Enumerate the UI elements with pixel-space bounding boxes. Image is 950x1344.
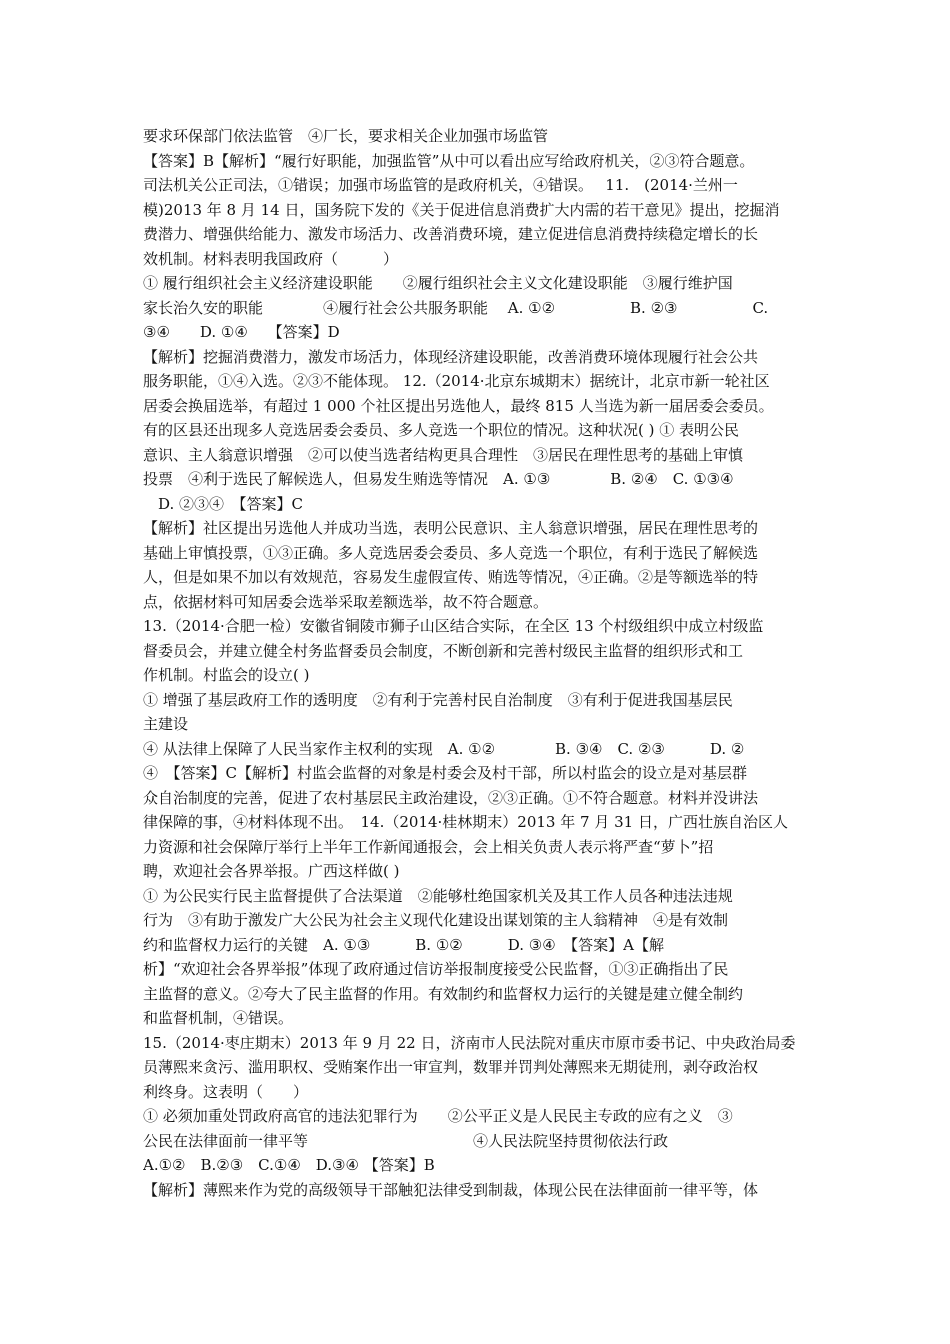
text-line: 和监督机制，④错误。 (143, 1009, 294, 1027)
text-line: 15.（2014·枣庄期末）2013 年 9 月 22 日，济南市人民法院对重庆市原市委书记、中央政治局委 (143, 1033, 796, 1052)
text-line: 服务职能，①④入选。②③不能体现。 12.（2014·北京东城期末）据统计，北京市新一轮社区 (143, 372, 770, 390)
text-line: 人，但是如果不加以有效规范，容易发生虚假宣传、贿选等情况，④正确。②是等额选举的特 (143, 568, 759, 586)
text-line: A.①② B.②③ C.①④ D.③④ 【答案】B (143, 1156, 435, 1174)
text-line: 【解析】挖掘消费潜力，激发市场活力，体现经济建设职能，改善消费环境体现履行社会公共 (143, 347, 759, 366)
text-line: 约和监督权力运行的关键 A. ①③ B. ①② D. ③④ 【答案】A【解 (143, 935, 664, 954)
text-line: 【解析】薄熙来作为党的高级领导干部触犯法律受到制裁，体现公民在法律面前一律平等，体 (143, 1180, 759, 1199)
text-line: ④ 从法律上保障了人民当家作主权利的实现 A. ①② B. ③④ C. ②③ D. ② (143, 739, 745, 758)
text-line: 费潜力、增强供给能力、激发市场活力、改善消费环境，建立促进信息消费持续稳定增长的长 (143, 225, 759, 243)
text-line: 【答案】B【解析】“履行好职能，加强监管”从中可以看出应写给政府机关，②③符合题意。 (143, 151, 755, 170)
text-line: 效机制。材料表明我国政府（ ） (143, 249, 399, 268)
text-line: 居委会换届选举，有超过 1 000 个社区提出另选他人，最终 815 人当选为新一届居委会委员。 (143, 396, 774, 415)
text-line: ① 必须加重处罚政府高官的违法犯罪行为 ②公平正义是人民民主专政的应有之义 ③ (143, 1107, 733, 1125)
text-line: 聘，欢迎社会各界举报。广西这样做( ) (143, 862, 400, 880)
text-line: 员薄熙来贪污、滥用职权、受贿案作出一审宣判，数罪并罚判处薄熙来无期徒刑，剥夺政治权 (143, 1058, 759, 1076)
text-line: ① 为公民实行民主监督提供了合法渠道 ②能够杜绝国家机关及其工作人员各种违法违规 (143, 886, 733, 905)
text-line: 利终身。这表明（ ） (143, 1082, 309, 1101)
text-line: 要求环保部门依法监管 ④厂长，要求相关企业加强市场监管 (143, 127, 549, 145)
text-line: ④ 【答案】C【解析】村监会监督的对象是村委会及村干部，所以村监会的设立是对基层群 (143, 764, 747, 782)
text-line: 家长治久安的职能 ④履行社会公共服务职能 A. ①② B. ②③ C. (143, 298, 769, 317)
text-line: 主监督的意义。②夸大了民主监督的作用。有效制约和监督权力运行的关键是建立健全制约 (143, 984, 744, 1003)
text-line: 主建设 (143, 715, 189, 733)
text-line: ③④ D. ①④ 【答案】D (143, 323, 340, 341)
text-line: 公民在法律面前一律平等 ④人民法院坚持贯彻依法行政 (143, 1131, 669, 1150)
text-line: 督委员会，并建立健全村务监督委员会制度，不断创新和完善村级民主监督的组织形式和工 (143, 641, 744, 660)
text-line: 【解析】社区提出另选他人并成功当选，表明公民意识、主人翁意识增强，居民在理性思考的 (143, 519, 759, 537)
text-line: 模)2013 年 8 月 14 日，国务院下发的《关于促进信息消费扩大内需的若干意见》提出，挖掘消 (143, 200, 780, 219)
text-line: 13.（2014·合肥一检）安徽省铜陵市狮子山区结合实际，在全区 13 个村级组织中成立村级监 (143, 617, 764, 635)
text-line: D. ②③④ 【答案】C (143, 494, 304, 513)
text-line: 司法机关公正司法，①错误；加强市场监管的是政府机关，④错误。 11. (2014·兰州一 (143, 176, 738, 194)
text-line: 有的区县还出现多人竞选居委会委员、多人竞选一个职位的情况。这种状况( ) ① 表明公民 (143, 421, 740, 439)
text-line: 投票 ④利于选民了解候选人，但易发生贿选等情况 A. ①③ B. ②④ C. ①③④ (143, 470, 734, 488)
text-line: 基础上审慎投票，①③正确。多人竞选居委会委员、多人竞选一个职位，有利于选民了解候选 (143, 543, 759, 562)
text-line: ① 增强了基层政府工作的透明度 ②有利于完善村民自治制度 ③有利于促进我国基层民 (143, 690, 733, 709)
text-line: 析】“欢迎社会各界举报”体现了政府通过信访举报制度接受公民监督，①③正确指出了民 (143, 960, 729, 978)
text-line: 意识、主人翁意识增强 ②可以使当选者结构更具合理性 ③居民在理性思考的基础上审慎 (143, 445, 744, 464)
text-line: 行为 ③有助于激发广大公民为社会主义现代化建设出谋划策的主人翁精神 ④是有效制 (143, 911, 729, 929)
text-line: 作机制。村监会的设立( ) (143, 666, 310, 684)
text-line: 律保障的事，④材料体现不出。 14.（2014·桂林期末）2013 年 7 月 31 日，广西壮族自治区人 (143, 813, 788, 831)
document-body (143, 124, 813, 1202)
text-line: 点，依据材料可知居委会选举采取差额选举，故不符合题意。 (143, 592, 549, 611)
text-line: 力资源和社会保障厅举行上半年工作新闻通报会，会上相关负责人表示将严查“萝卜”招 (143, 837, 714, 856)
text-line: ① 履行组织社会主义经济建设职能 ②履行组织社会主义文化建设职能 ③履行维护国 (143, 274, 733, 292)
text-line: 众自治制度的完善，促进了农村基层民主政治建设，②③正确。①不符合题意。材料并没讲法 (143, 788, 759, 807)
